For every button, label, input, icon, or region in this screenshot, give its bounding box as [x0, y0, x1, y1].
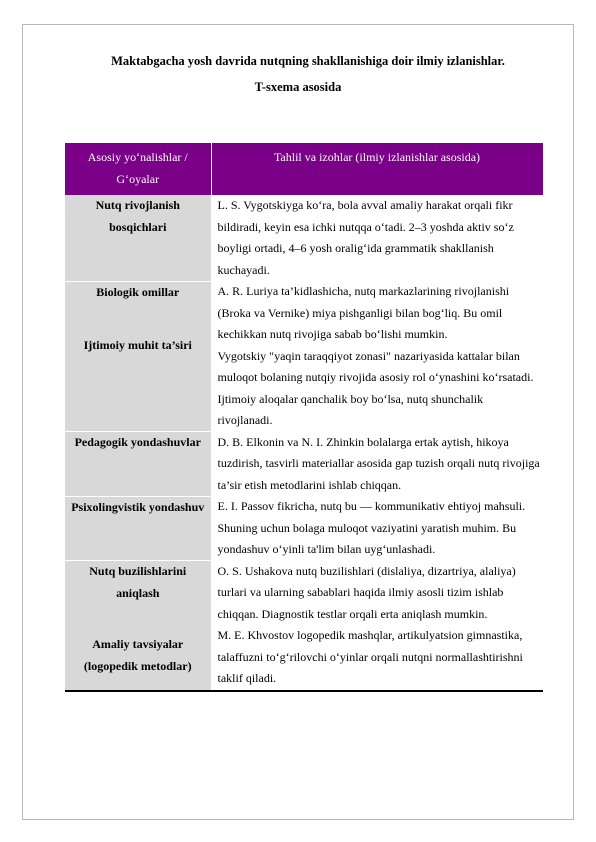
row-label-cell: [65, 195, 211, 281]
t-chart-table: [65, 143, 544, 692]
row-label-cell: [65, 496, 211, 561]
table-header-row: [65, 143, 543, 195]
row-text: Vygotskiy "yaqin taraqqiyot zonasi" nazariyasida kattalar bilan muloqot bolaning nutqiy rivojida asosiy rol o‘ynashini ko‘rsatadi. Ijtimoiy aloqalar qanchalik boy bo‘lsa, nutq shunchalik rivojlanadi.: [217, 348, 534, 427]
document-title: Maktabgacha yosh davrida nutqning shakllanishiga doir ilmiy izlanishlar.: [111, 54, 505, 68]
header-directions: Asosiy yo‘nalishlar / G‘oyalar: [65, 143, 211, 195]
row-label: Psixolingvistik yondashuv: [71, 499, 205, 514]
row-label-cell: [65, 281, 211, 432]
row-label: Ijtimoiy muhit ta’siri: [83, 338, 192, 352]
row-label: Pedagogik yondashuvlar: [74, 435, 201, 449]
row-label: Nutq buzilishlarini aniqlash: [89, 564, 187, 600]
row-text: E. I. Passov fikricha, nutq bu — kommunikativ ehtiyoj mahsuli. Shuning uchun bolaga muloqot vaziyatini yaratish muhim. Bu yondashuv o‘yinli ta'lim bilan uyg‘unlashadi.: [217, 499, 526, 556]
row-text-cell: [211, 496, 543, 561]
row-text: D. B. Elkonin va N. I. Zhinkin bolalarga ertak aytish, hikoya tuzdirish, tasvirli materiallar asosida gap tuzish orqali nutq rivojiga ta’sir etish metodlarini ishlab chiqqan.: [217, 434, 540, 492]
table-row: [65, 281, 543, 432]
row-label: Amaliy tavsiyalar (logopedik metodlar): [83, 637, 192, 673]
row-label-cell: [65, 432, 211, 497]
row-text: A. R. Luriya ta’kidlashicha, nutq markazlarining rivojlanishi (Broka va Vernike) miya pishganligi bilan bog‘liq. Bu omil kechikkan nutq rivojiga sabab bo‘lishi mumkin.: [217, 284, 510, 341]
row-text: L. S. Vygotskiyga ko‘ra, bola avval amaliy harakat orqali fikr bildiradi, keyin esa ichki nutqqa o‘tadi. 2–3 yoshda aktiv so‘z boyligi ortadi, 4–6 yosh oralig‘ida grammatik shakllanish kuchayadi.: [217, 198, 514, 277]
table-row: [65, 195, 543, 281]
row-text-cell: [211, 195, 543, 281]
row-label: Biologik omillar: [96, 284, 180, 299]
row-text-cell: [211, 432, 543, 497]
table-row: [65, 496, 543, 561]
row-label: Nutq rivojlanish bosqichlari: [95, 198, 180, 234]
row-text-cell: [211, 561, 543, 691]
table-row: [65, 432, 543, 497]
table-row: [65, 561, 543, 691]
row-text-cell: [211, 281, 543, 432]
header-analysis: Tahlil va izohlar (ilmiy izlanishlar asosida): [211, 143, 543, 195]
row-text: O. S. Ushakova nutq buzilishlari (dislaliya, dizartriya, alaliya) turlari va ularning sabablari haqida ilmiy asosli tizim ishlab chiqqan. Diagnostik testlar orqali erta aniqlash mumkin.: [217, 563, 516, 621]
row-text: M. E. Khvostov logopedik mashqlar, artikulyatsion gimnastika, talaffuzni to‘g‘rilovchi o‘yinlar orqali nutqni normallashtirishni taklif qiladi.: [217, 628, 523, 685]
row-label-cell: [65, 561, 211, 691]
document-subtitle: T-sxema asosida: [254, 80, 342, 94]
